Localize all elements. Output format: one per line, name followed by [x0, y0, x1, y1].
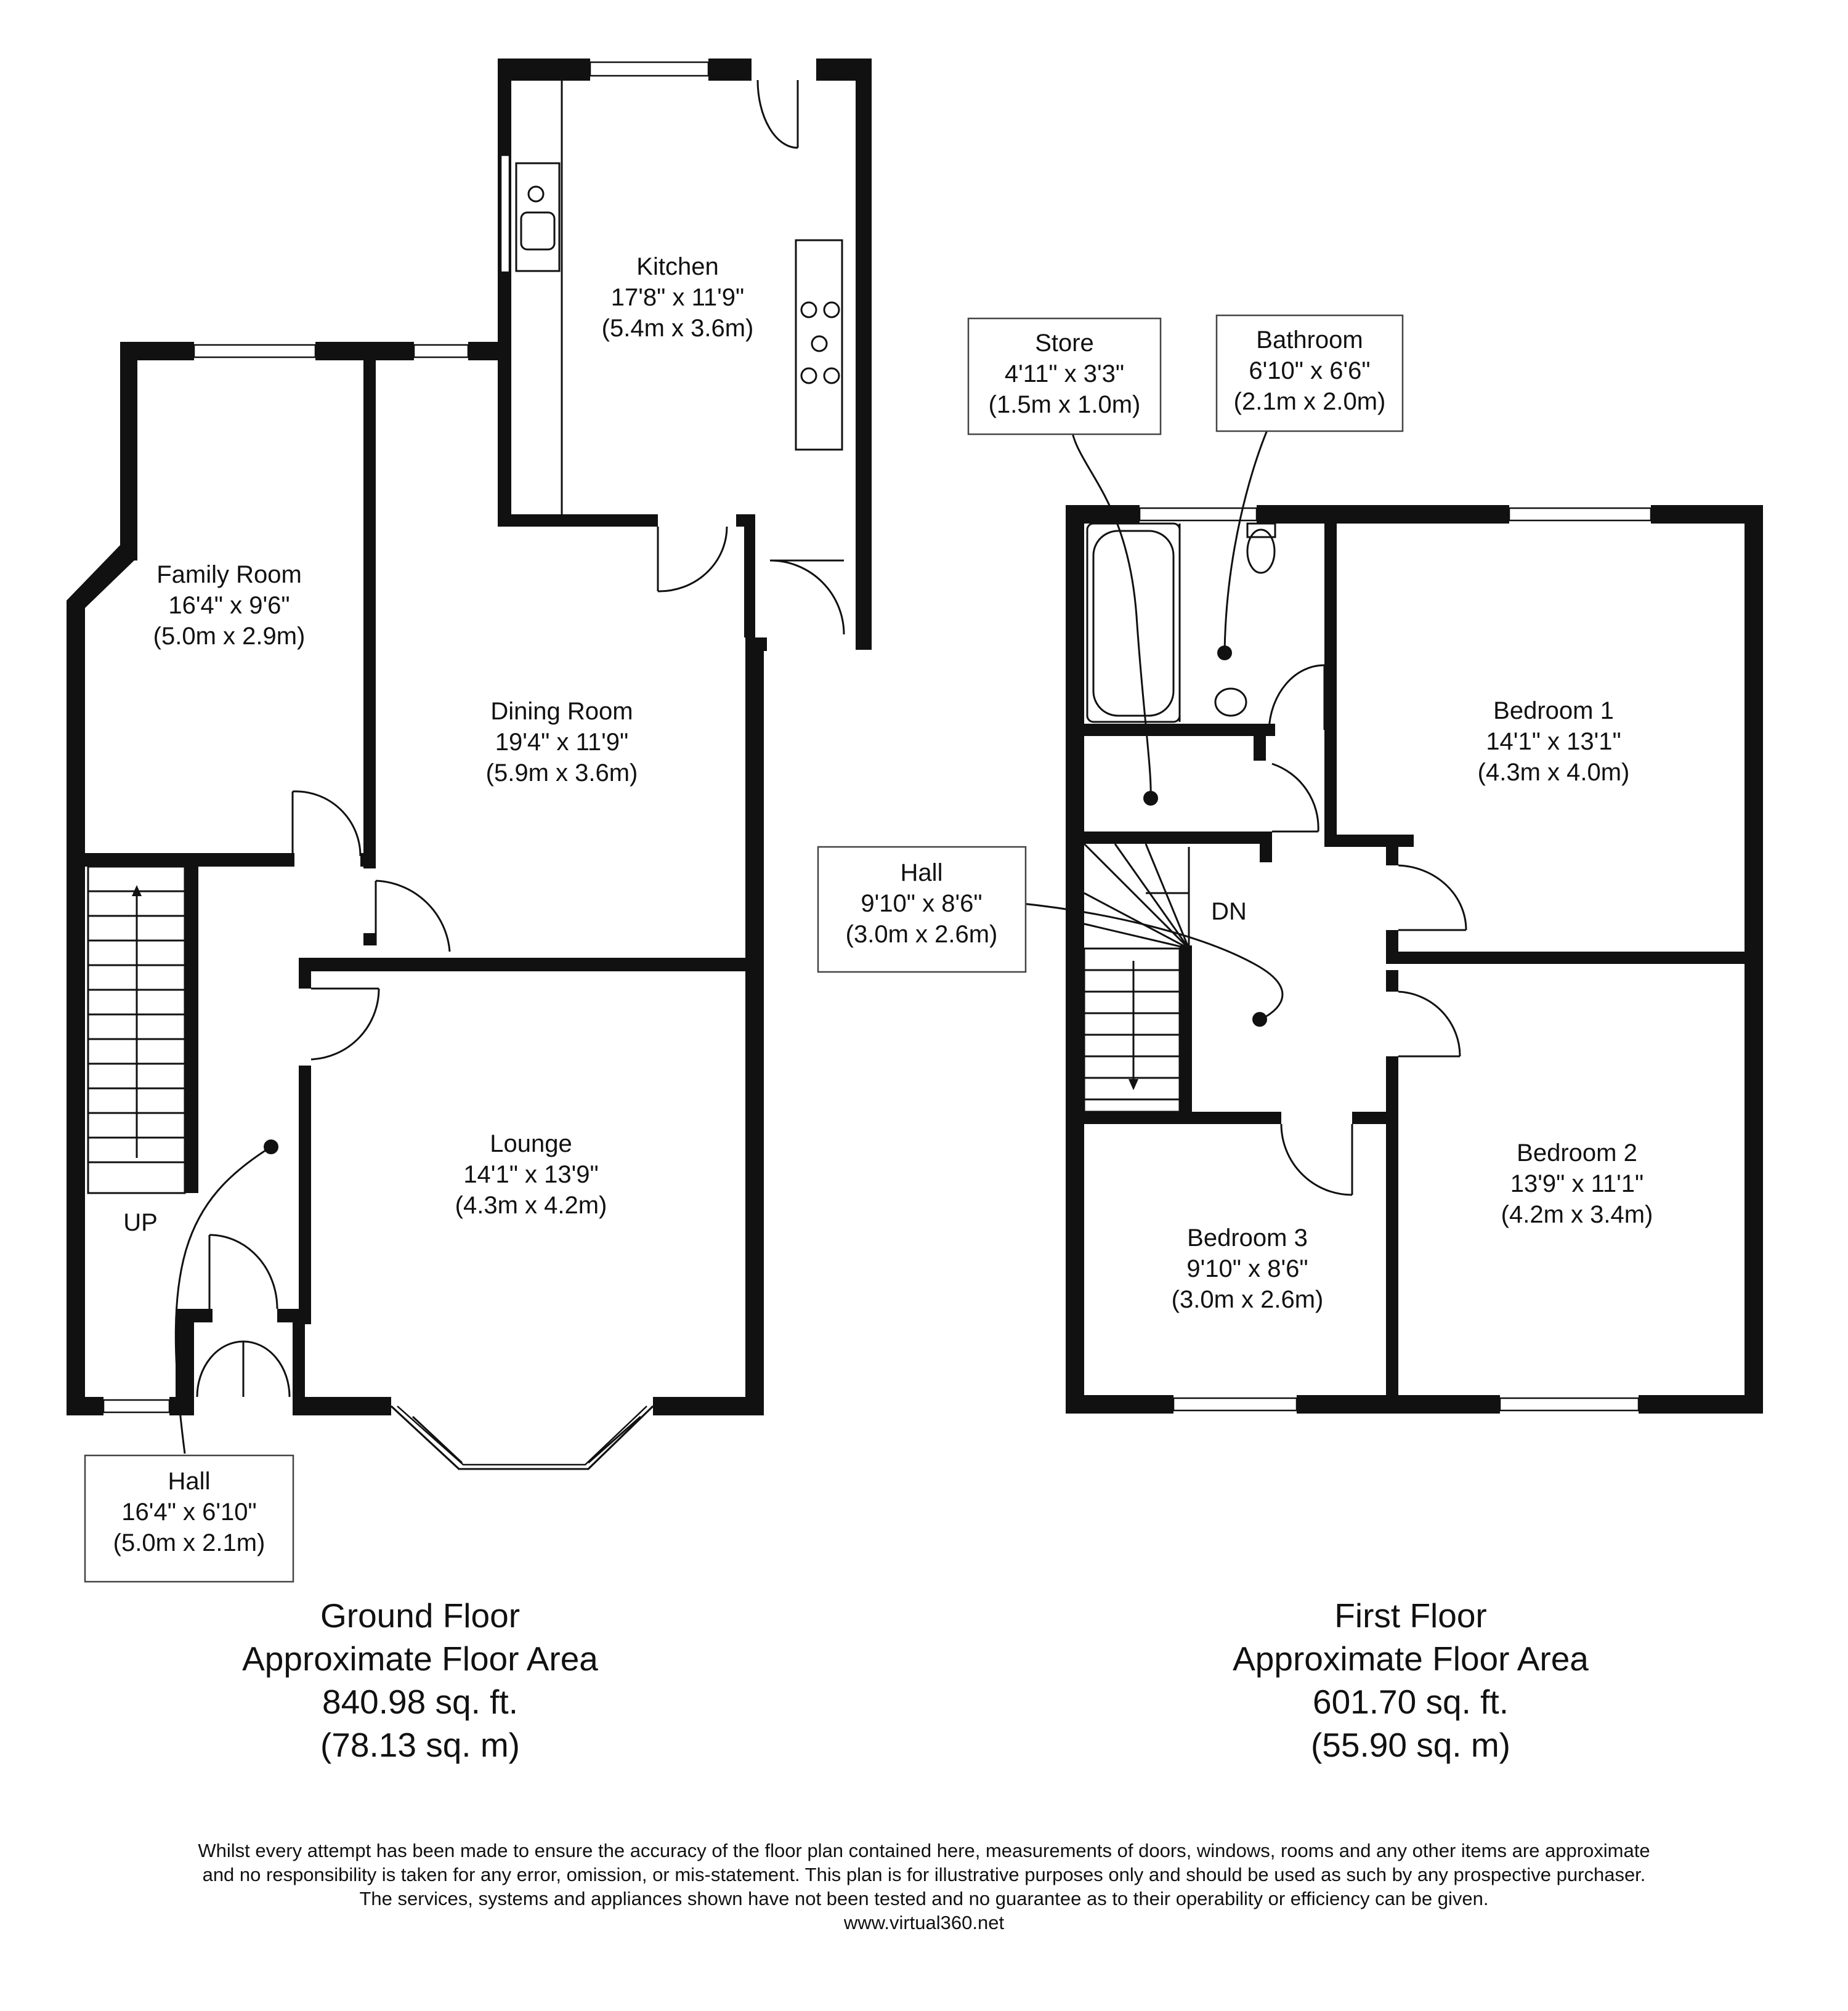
svg-text:9'10" x 8'6": 9'10" x 8'6" [861, 890, 983, 917]
svg-text:(4.3m x 4.0m): (4.3m x 4.0m) [1477, 759, 1630, 786]
label-hall-first [818, 847, 1026, 972]
svg-text:19'4" x 11'9": 19'4" x 11'9" [495, 729, 629, 756]
first-floor-area-sqm: (55.90 sq. m) [1310, 1726, 1510, 1764]
svg-text:Hall: Hall [900, 859, 943, 886]
svg-text:(5.0m x 2.9m): (5.0m x 2.9m) [153, 623, 306, 650]
first-floor-plan [1010, 423, 1763, 1414]
first-floor-area-label: Approximate Floor Area [1233, 1640, 1589, 1678]
first-floor-area-sqft: 601.70 sq. ft. [1313, 1683, 1509, 1721]
svg-text:(3.0m x 2.6m): (3.0m x 2.6m) [1171, 1286, 1324, 1313]
stairs-down-label: DN [1211, 898, 1247, 925]
svg-text:Bedroom 2: Bedroom 2 [1517, 1139, 1637, 1167]
svg-text:17'8" x 11'9": 17'8" x 11'9" [610, 284, 745, 311]
window [1173, 1398, 1297, 1410]
window [1500, 1398, 1639, 1410]
label-bedroom-2 [1501, 1139, 1653, 1228]
basin-icon [1215, 689, 1246, 716]
window [194, 345, 315, 357]
ground-floor-area-sqft: 840.98 sq. ft. [322, 1683, 518, 1721]
svg-text:Bedroom 3: Bedroom 3 [1187, 1224, 1308, 1252]
stairs-up-label: UP [123, 1209, 158, 1236]
svg-text:Kitchen: Kitchen [636, 253, 719, 280]
stairs [1084, 844, 1189, 1112]
svg-text:Lounge: Lounge [490, 1130, 572, 1157]
window [501, 155, 509, 272]
label-lounge [455, 1130, 607, 1219]
window [1509, 508, 1651, 520]
label-store [968, 318, 1161, 434]
label-bathroom [1217, 315, 1403, 431]
sink-icon [521, 212, 554, 249]
window [414, 345, 468, 357]
disclaimer-line: Whilst every attempt has been made to ensure the accuracy of the floor plan contained here, measurements of doors, windows, rooms and any other items are approximate [198, 1840, 1650, 1861]
svg-text:(4.3m x 4.2m): (4.3m x 4.2m) [455, 1192, 607, 1219]
window [590, 62, 708, 76]
svg-text:(5.0m x 2.1m): (5.0m x 2.1m) [113, 1529, 265, 1556]
svg-text:(4.2m x 3.4m): (4.2m x 3.4m) [1501, 1201, 1653, 1228]
ground-floor-area-label: Approximate Floor Area [242, 1640, 598, 1678]
bath-icon [1087, 524, 1180, 722]
svg-text:Store: Store [1035, 330, 1094, 357]
disclaimer-line: The services, systems and appliances shown have not been tested and no guarantee as to their operability or efficiency can be given. [359, 1888, 1489, 1909]
ground-floor-area-sqm: (78.13 sq. m) [320, 1726, 520, 1764]
website-link[interactable]: www.virtual360.net [843, 1912, 1005, 1933]
svg-text:14'1" x 13'1": 14'1" x 13'1" [1486, 728, 1621, 755]
svg-text:(5.4m x 3.6m): (5.4m x 3.6m) [601, 315, 754, 342]
svg-text:Bedroom 1: Bedroom 1 [1493, 697, 1614, 724]
label-dining-room [486, 698, 638, 787]
svg-text:4'11" x 3'3": 4'11" x 3'3" [1004, 360, 1125, 387]
svg-text:Dining Room: Dining Room [490, 698, 633, 725]
window [103, 1400, 169, 1412]
first-floor-title: First Floor [1334, 1596, 1487, 1635]
label-family-room [153, 561, 306, 650]
svg-text:Bathroom: Bathroom [1256, 326, 1363, 354]
label-bedroom-3 [1172, 1224, 1324, 1313]
disclaimer-line: and no responsibility is taken for any error, omission, or mis-statement. This plan is for illustrative purposes only and should be used as such by any prospective purchaser. [202, 1864, 1646, 1885]
label-hall-ground [85, 1455, 293, 1582]
stairs [88, 885, 185, 1162]
window [1140, 508, 1257, 520]
disclaimer [0, 1839, 1848, 1935]
label-kitchen [602, 253, 754, 342]
svg-text:(2.1m x 2.0m): (2.1m x 2.0m) [1233, 388, 1386, 415]
first-floor-caption [1103, 1594, 1719, 1766]
svg-text:(5.9m x 3.6m): (5.9m x 3.6m) [485, 759, 638, 787]
svg-text:(1.5m x 1.0m): (1.5m x 1.0m) [988, 391, 1141, 418]
svg-text:13'9" x 11'1": 13'9" x 11'1" [1510, 1170, 1644, 1197]
label-bedroom-1 [1478, 697, 1630, 786]
hob-icon [796, 240, 842, 450]
svg-text:14'1" x 13'9": 14'1" x 13'9" [463, 1161, 599, 1188]
svg-text:Family Room: Family Room [156, 561, 302, 588]
svg-text:Hall: Hall [168, 1468, 211, 1495]
ground-floor-caption [112, 1594, 728, 1766]
svg-text:9'10" x 8'6": 9'10" x 8'6" [1186, 1255, 1308, 1282]
svg-text:6'10" x 6'6": 6'10" x 6'6" [1249, 357, 1371, 384]
svg-text:16'4" x 9'6": 16'4" x 9'6" [168, 592, 290, 619]
ground-floor-plan [67, 59, 872, 1469]
svg-text:16'4" x 6'10": 16'4" x 6'10" [121, 1499, 257, 1526]
svg-text:(3.0m x 2.6m): (3.0m x 2.6m) [845, 921, 998, 948]
ground-floor-title: Ground Floor [320, 1596, 521, 1635]
